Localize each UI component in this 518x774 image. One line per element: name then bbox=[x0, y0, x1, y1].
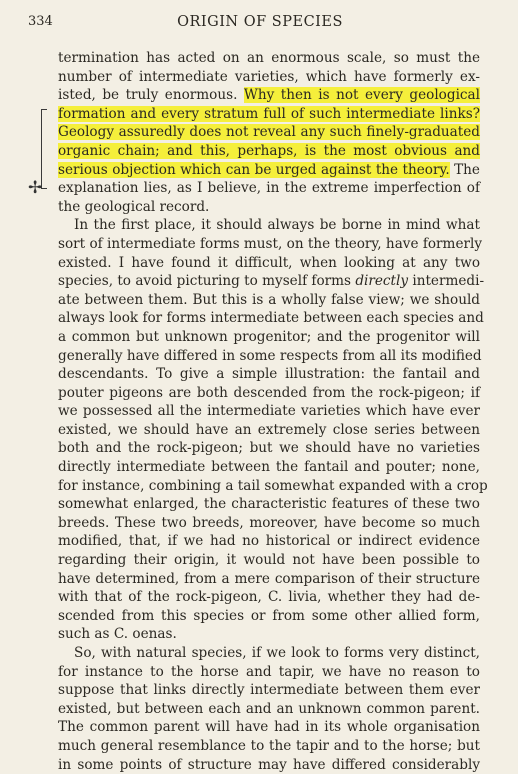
margin-bracket-mark bbox=[41, 109, 50, 189]
text-line: with that of the rock-pigeon, C. livia, whether they had de- bbox=[58, 589, 480, 606]
text-line: regarding their origin, it would not have been possible to bbox=[58, 552, 480, 569]
highlighted-text: serious objection which can be urged against the theory. bbox=[58, 161, 450, 178]
text-line: suppose that links directly intermediate between them ever bbox=[58, 682, 480, 699]
text-line: So, with natural species, if we look to forms very distinct, bbox=[74, 645, 480, 661]
text-line: somewhat enlarged, the characteristic features of these two bbox=[58, 496, 480, 513]
text-line: both and the rock-pigeon; but we should have no varieties bbox=[58, 440, 480, 457]
running-head bbox=[24, 14, 496, 34]
text-line: a common but unknown progenitor; and the progenitor will bbox=[58, 328, 480, 345]
text-line: ate between them. But this is a wholly false view; we should bbox=[58, 291, 480, 308]
text-line: breeds. These two breeds, moreover, have become so much bbox=[58, 514, 480, 531]
text-line: generally have differed in some respects from all its modified bbox=[58, 347, 482, 364]
running-title: ORIGIN OF SPECIES bbox=[177, 14, 343, 30]
highlighted-text: organic chain; and this, perhaps, is the most obvious and bbox=[58, 142, 480, 159]
highlighted-text: Why then is not every geological bbox=[243, 87, 480, 104]
text-line: always look for forms intermediate between each species and bbox=[58, 310, 484, 327]
text-line: the geological record. bbox=[58, 198, 210, 215]
text-line: sort of intermediate forms must, on the theory, have formerly bbox=[58, 235, 483, 252]
text-line: species, to avoid picturing to myself forms directly intermedi- bbox=[58, 273, 485, 290]
text-line: number of intermediate varieties, which have formerly ex- bbox=[58, 68, 480, 85]
page-number: 334 bbox=[28, 14, 53, 29]
body-text bbox=[58, 49, 488, 774]
text-line: we possessed all the intermediate varieties which have ever bbox=[58, 403, 480, 420]
text-line: existed, we should have an extremely close series between bbox=[58, 421, 480, 438]
text-line: In the first place, it should always be borne in mind what bbox=[74, 217, 480, 234]
margin-star-mark: ✢ bbox=[28, 178, 43, 198]
text-line: for instance to the horse and tapir, we have no reason to bbox=[58, 663, 480, 680]
text-line: modified, that, if we had no historical or indirect evidence bbox=[58, 533, 480, 550]
text-line: directly intermediate between the fantail and pouter; none, bbox=[58, 459, 480, 476]
text-line: serious objection which can be urged against the theory. The bbox=[58, 161, 480, 178]
text-line: for instance, combining a tail somewhat expanded with a crop bbox=[58, 477, 488, 494]
text-line: in some points of structure may have differed considerably bbox=[58, 756, 480, 773]
text-line bbox=[58, 123, 480, 142]
text-line: existed, but between each and an unknown common parent. bbox=[58, 700, 480, 717]
text-line: pouter pigeons are both descended from the rock-pigeon; if bbox=[58, 384, 480, 401]
text-line: termination has acted on an enormous scale, so must the bbox=[58, 50, 480, 66]
text-line: such as C. oenas. bbox=[58, 626, 177, 643]
text-line: much general resemblance to the tapir and to the horse; but bbox=[58, 737, 480, 754]
highlighted-text: Geology assuredly does not reveal any such finely-graduated bbox=[58, 124, 480, 141]
text-line bbox=[58, 105, 480, 124]
text-line: have determined, from a mere comparison of their structure bbox=[58, 570, 480, 587]
text-line: isted, be truly enormous. Why then is not every geological bbox=[58, 87, 480, 104]
highlighted-text: formation and every stratum full of such intermediate links? bbox=[58, 105, 480, 122]
text-line: explanation lies, as I believe, in the extreme imperfection of bbox=[58, 180, 480, 197]
text-line: descendants. To give a simple illustration: the fantail and bbox=[58, 366, 480, 383]
text-line: The common parent will have had in its whole organisation bbox=[58, 719, 480, 736]
text-line bbox=[58, 142, 480, 161]
italic-word: directly bbox=[355, 273, 409, 290]
text-line: existed. I have found it difficult, when looking at any two bbox=[58, 254, 480, 271]
text-line: scended from this species or from some other allied form, bbox=[58, 607, 480, 624]
